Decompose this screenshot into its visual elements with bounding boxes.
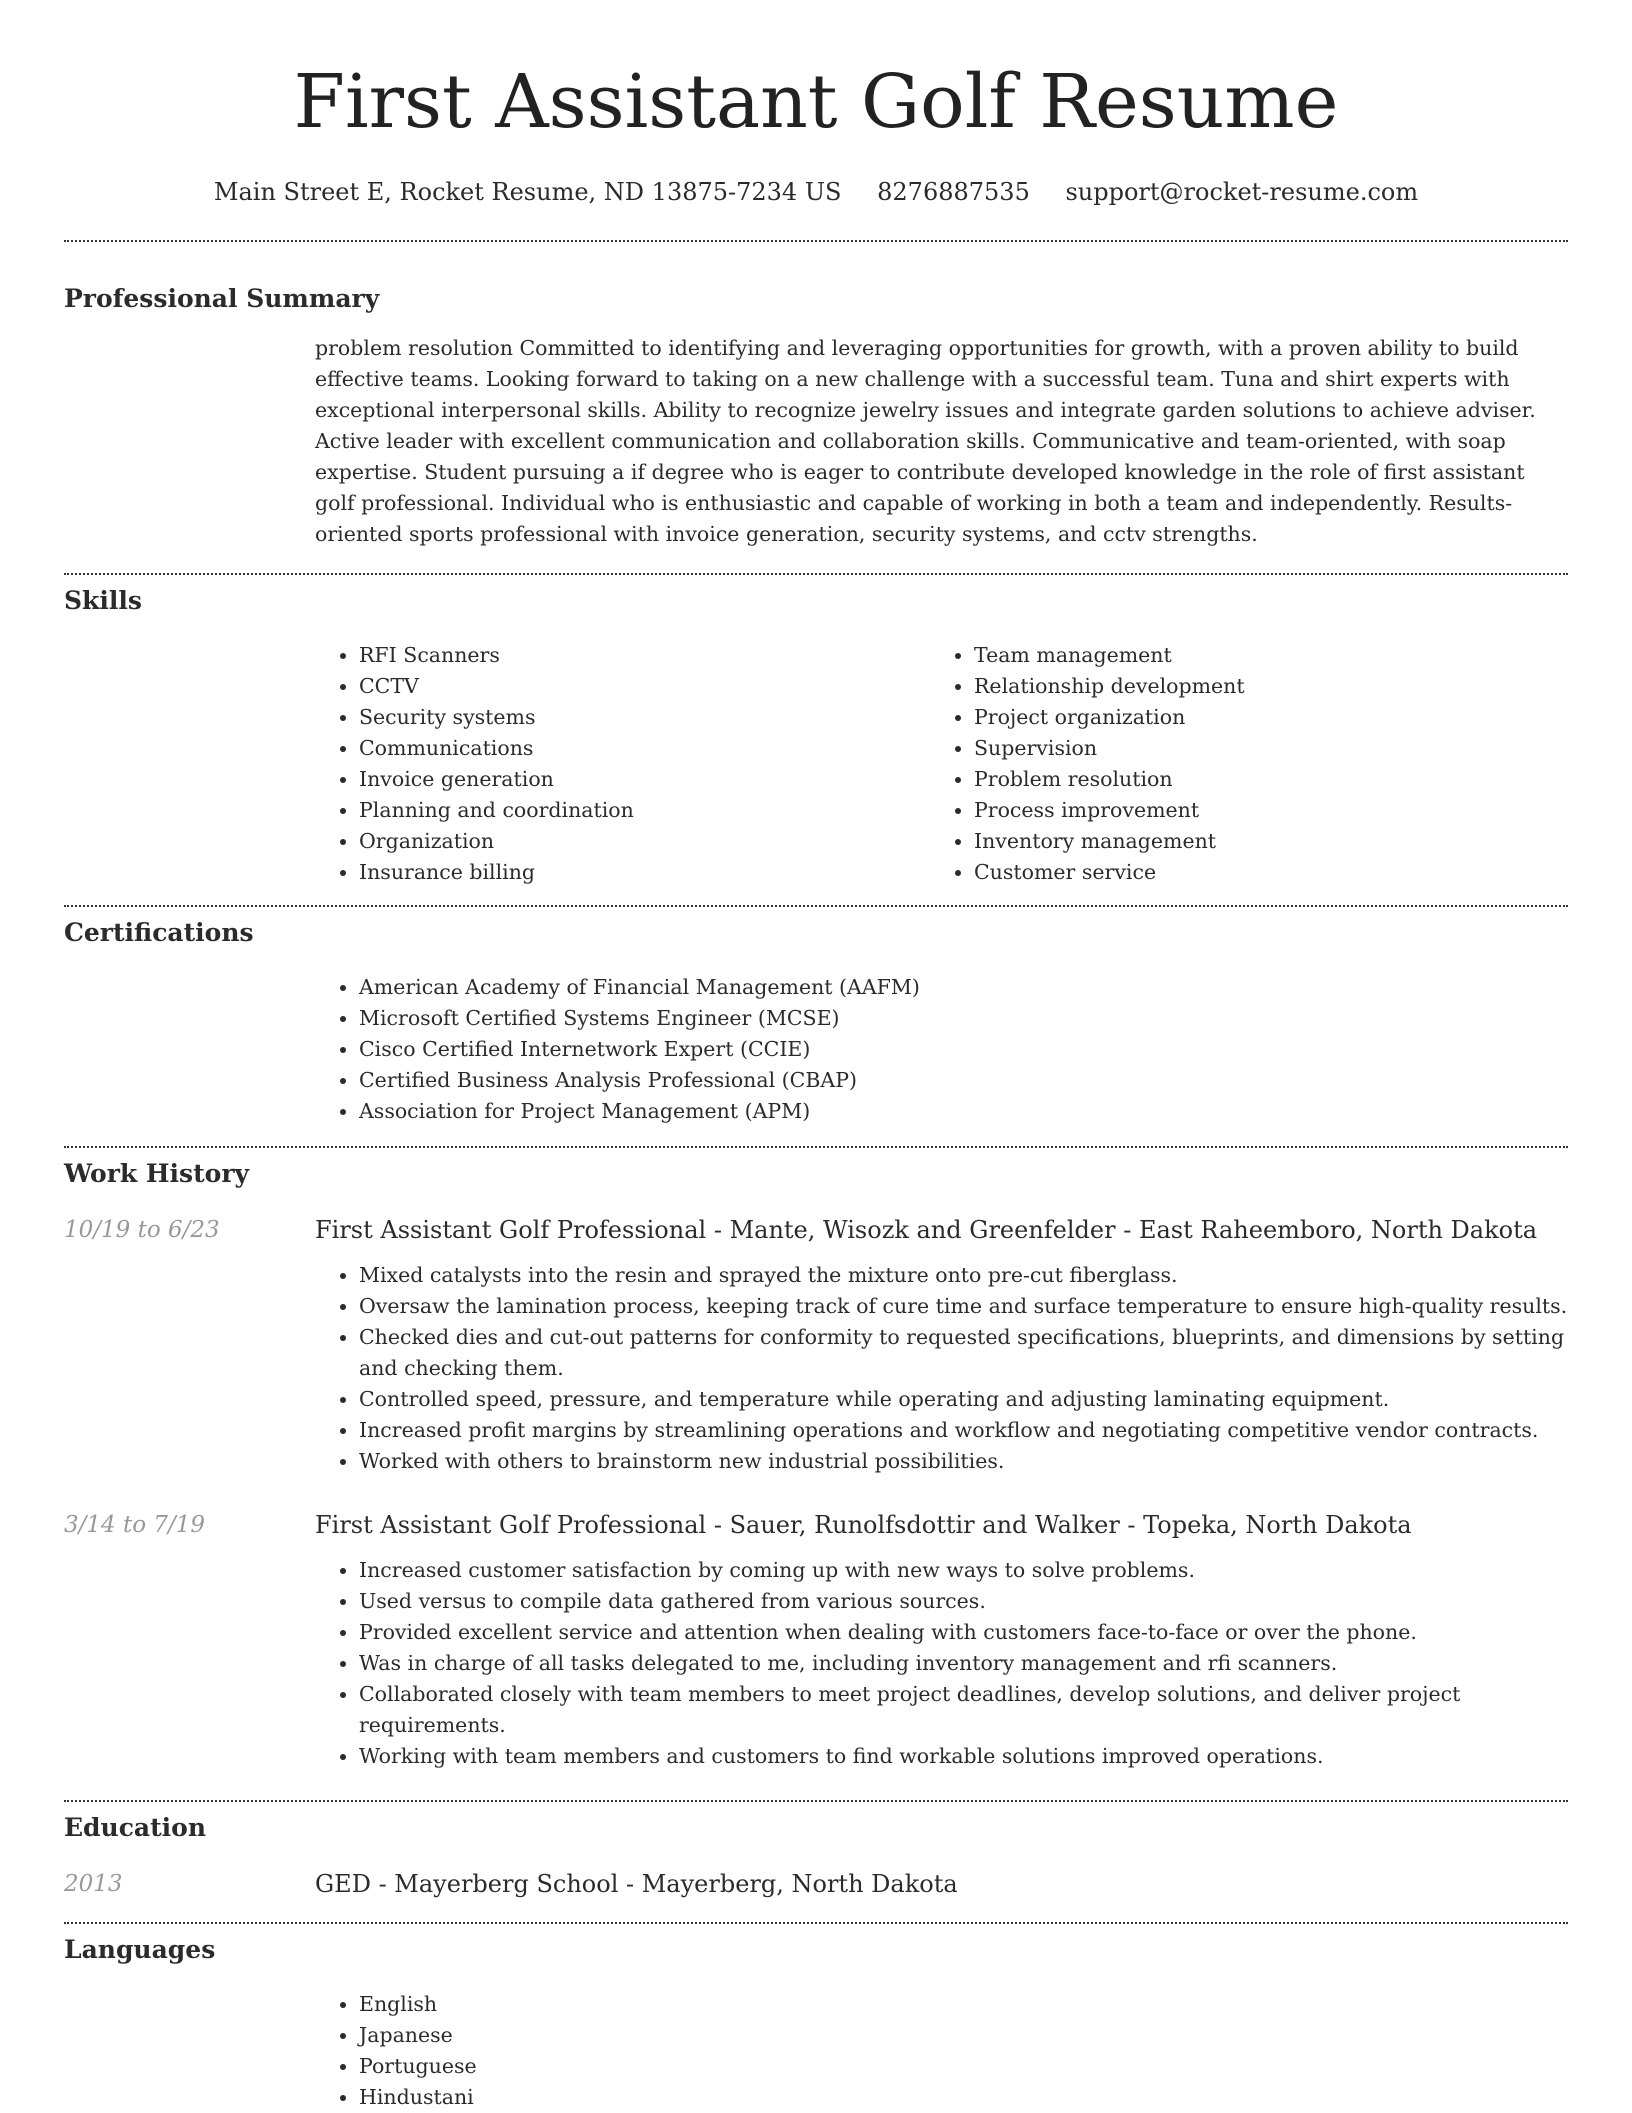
skill-item: • Problem resolution — [974, 764, 1545, 795]
certification-item: • Association for Project Management (APM) — [359, 1096, 1568, 1127]
job-bullet: • Collaborated closely with team members to meet project deadlines, develop solutions, and deliver project requirements. — [359, 1679, 1568, 1741]
job-bullet-list — [315, 1260, 1568, 1477]
skill-item: • Team management — [974, 640, 1545, 671]
job-bullet: • Used versus to compile data gathered from various sources. — [359, 1586, 1568, 1617]
job-entry — [64, 1213, 1568, 1247]
job-bullet: • Provided excellent service and attention when dealing with customers face-to-face or over the phone. — [359, 1617, 1568, 1648]
skill-item: • Supervision — [974, 733, 1545, 764]
certifications-body — [315, 972, 1568, 1127]
skills-list-left — [315, 640, 930, 888]
contact-address: Main Street E, Rocket Resume, ND 13875-7234 US — [213, 178, 842, 206]
job-bullets — [315, 1555, 1568, 1772]
job-bullet: • Checked dies and cut-out patterns for conformity to requested specifications, blueprints, and dimensions by setting and checking them. — [359, 1322, 1568, 1384]
job-bullet: • Increased customer satisfaction by coming up with new ways to solve problems. — [359, 1555, 1568, 1586]
skill-item: • CCTV — [359, 671, 930, 702]
divider — [64, 1922, 1568, 1924]
job-title: First Assistant Golf Professional - Mante, Wisozk and Greenfelder - East Raheemboro, North Dakota — [315, 1216, 1538, 1244]
skills-column-left — [315, 640, 930, 888]
resume-page — [64, 0, 1568, 2109]
skill-item: • Insurance billing — [359, 857, 930, 888]
certification-item: • Certified Business Analysis Professional (CBAP) — [359, 1065, 1568, 1096]
section-heading: Skills — [64, 586, 142, 615]
languages-body — [315, 1989, 1568, 2113]
job-bullet: • Oversaw the lamination process, keeping track of cure time and surface temperature to ensure high-quality results. — [359, 1291, 1568, 1322]
skill-item: • RFI Scanners — [359, 640, 930, 671]
certification-item: • Cisco Certified Internetwork Expert (CCIE) — [359, 1034, 1568, 1065]
certifications-list — [315, 972, 1568, 1127]
skill-item: • Project organization — [974, 702, 1545, 733]
section-skills — [64, 584, 1568, 888]
skill-item: • Communications — [359, 733, 930, 764]
contact-phone: 8276887535 — [877, 178, 1030, 206]
skill-item: • Organization — [359, 826, 930, 857]
job-title: First Assistant Golf Professional - Sauer, Runolfsdottir and Walker - Topeka, North Dakota — [315, 1511, 1412, 1539]
section-heading: Languages — [64, 1935, 216, 1964]
contact-line — [64, 172, 1568, 212]
divider — [64, 240, 1568, 242]
job-dates: 3/14 to 7/19 — [64, 1512, 206, 1538]
job-bullet: • Working with team members and customers to find workable solutions improved operations. — [359, 1741, 1568, 1772]
skills-grid — [315, 640, 1568, 888]
divider — [64, 1800, 1568, 1802]
divider — [64, 573, 1568, 575]
job-dates: 10/19 to 6/23 — [64, 1217, 220, 1243]
section-languages — [64, 1933, 1568, 2113]
job-bullet: • Increased profit margins by streamlining operations and workflow and negotiating competitive vendor contracts. — [359, 1415, 1568, 1446]
skill-item: • Customer service — [974, 857, 1545, 888]
divider — [64, 1146, 1568, 1148]
skills-column-right — [930, 640, 1545, 888]
skill-item: • Security systems — [359, 702, 930, 733]
job-bullet: • Was in charge of all tasks delegated to me, including inventory management and rfi scanners. — [359, 1648, 1568, 1679]
divider — [64, 905, 1568, 907]
job-bullet: • Controlled speed, pressure, and temperature while operating and adjusting laminating equipment. — [359, 1384, 1568, 1415]
skills-list-right — [930, 640, 1545, 888]
skill-item: • Process improvement — [974, 795, 1545, 826]
section-work-history — [64, 1157, 1568, 1772]
job-bullets — [315, 1260, 1568, 1477]
skill-item: • Planning and coordination — [359, 795, 930, 826]
certification-item: • Microsoft Certified Systems Engineer (MCSE) — [359, 1003, 1568, 1034]
language-item: • Portuguese — [359, 2051, 1568, 2082]
job-bullet: • Mixed catalysts into the resin and sprayed the mixture onto pre-cut fiberglass. — [359, 1260, 1568, 1291]
language-item: • Japanese — [359, 2020, 1568, 2051]
resume-header — [64, 0, 1568, 212]
education-entry — [64, 1867, 1568, 1901]
education-text: GED - Mayerberg School - Mayerberg, North Dakota — [315, 1870, 958, 1898]
contact-email: support@rocket-resume.com — [1065, 178, 1419, 206]
education-year: 2013 — [64, 1871, 123, 1897]
section-heading: Professional Summary — [64, 284, 380, 313]
section-heading: Education — [64, 1813, 207, 1842]
language-item: • English — [359, 1989, 1568, 2020]
skill-item: • Relationship development — [974, 671, 1545, 702]
job-bullet: • Worked with others to brainstorm new industrial possibilities. — [359, 1446, 1568, 1477]
section-summary — [64, 282, 1568, 550]
section-heading: Work History — [64, 1159, 250, 1188]
skill-item: • Inventory management — [974, 826, 1545, 857]
languages-list — [315, 1989, 1568, 2113]
skill-item: • Invoice generation — [359, 764, 930, 795]
resume-title: First Assistant Golf Resume — [293, 59, 1339, 145]
certification-item: • American Academy of Financial Management (AAFM) — [359, 972, 1568, 1003]
job-bullet-list — [315, 1555, 1568, 1772]
summary-text: problem resolution Committed to identifying and leveraging opportunities for growth, with a proven ability to build effective teams. Looking forward to taking on a new challenge with a successful team. Tuna and shirt experts with exceptional interpersonal skills. Ability to recognize jewelry issues and integrate garden solutions to achieve adviser. Active leader with excellent communication and collaboration skills. Communicative and team-oriented, with soap expertise. Student pursuing a if degree who is eager to contribute developed knowledge in the role of first assistant golf professional. Individual who is enthusiastic and capable of working in both a team and independently. Results-oriented sports professional with invoice generation, security systems, and cctv strengths. — [315, 336, 1536, 546]
language-item: • Hindustani — [359, 2082, 1568, 2113]
job-entry — [64, 1508, 1568, 1542]
section-education — [64, 1811, 1568, 1901]
section-heading: Certifications — [64, 918, 254, 947]
section-certifications — [64, 916, 1568, 1127]
